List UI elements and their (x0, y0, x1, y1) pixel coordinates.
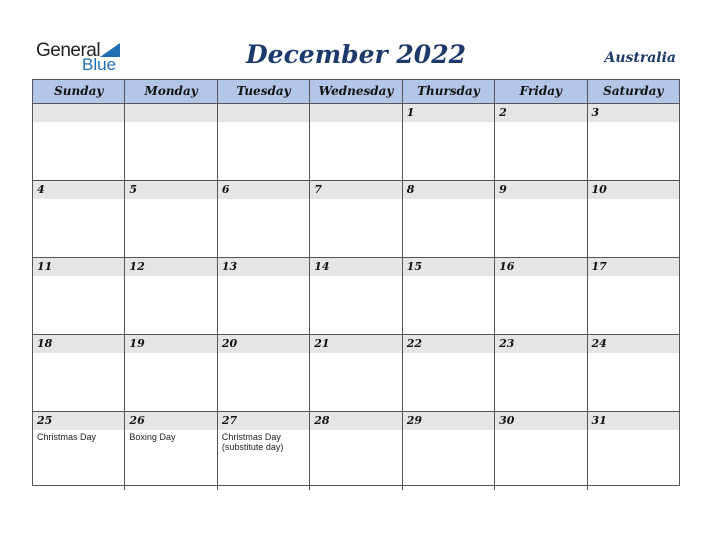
day-number-band (310, 335, 401, 353)
day-number: 30 (499, 414, 515, 427)
day-number: 14 (314, 260, 330, 273)
weekday-header-monday: Monday (124, 80, 216, 103)
day-number-band (403, 181, 494, 199)
day-number: 15 (406, 260, 422, 273)
day-cell (217, 258, 309, 334)
weekday-header-friday: Friday (494, 80, 586, 103)
weekday-header-saturday: Saturday (587, 80, 679, 103)
day-number-band (403, 258, 494, 276)
day-cell (494, 181, 586, 257)
day-number: 25 (37, 414, 53, 427)
day-number: 26 (129, 414, 145, 427)
day-number: 13 (221, 260, 238, 273)
day-number-band (495, 412, 586, 430)
day-cell (402, 181, 494, 257)
day-number-band (125, 181, 216, 199)
day-number-band (33, 258, 124, 276)
weekday-header-sunday: Sunday (54, 84, 104, 98)
day-number: 4 (37, 183, 45, 196)
day-cell (402, 335, 494, 411)
day-number-band (33, 335, 124, 353)
day-cell (494, 412, 586, 490)
day-cell (124, 258, 216, 334)
day-number: 7 (314, 183, 322, 196)
week-row (33, 412, 679, 490)
day-number-band (588, 181, 679, 199)
day-number-band (218, 181, 309, 199)
weekday-header-row (33, 80, 679, 104)
day-number-band (125, 412, 216, 430)
day-cell (587, 104, 679, 180)
day-number-band (218, 104, 309, 122)
day-number: 27 (221, 414, 238, 427)
day-number-band (310, 412, 401, 430)
day-number-band (125, 258, 216, 276)
country-label: Australia (604, 50, 676, 66)
day-cell (33, 335, 124, 411)
day-cell (309, 412, 401, 490)
day-cell (217, 181, 309, 257)
day-cell (402, 412, 494, 490)
day-cell (33, 181, 124, 257)
day-cell (33, 104, 124, 180)
day-number: 6 (221, 183, 230, 196)
day-number-band (588, 104, 679, 122)
day-number-band (588, 335, 679, 353)
day-cell (124, 104, 216, 180)
day-number-band (218, 335, 309, 353)
day-cell (402, 258, 494, 334)
day-cell (309, 335, 401, 411)
week-row (33, 335, 679, 412)
week-row (33, 181, 679, 258)
day-number-band (495, 335, 586, 353)
day-number-band (495, 104, 586, 122)
day-number: 19 (129, 337, 145, 350)
day-number: 5 (129, 183, 138, 196)
day-number-band (403, 412, 494, 430)
day-cell (587, 181, 679, 257)
day-number-band (218, 412, 309, 430)
weekday-header-tuesday: Tuesday (217, 80, 309, 103)
day-number: 16 (499, 260, 515, 273)
day-number-band (33, 412, 124, 430)
day-cell (309, 104, 401, 180)
day-number: 17 (591, 260, 607, 273)
day-number-band (403, 104, 494, 122)
day-number: 20 (221, 337, 238, 350)
day-number: 29 (406, 414, 422, 427)
day-number: 9 (499, 183, 507, 196)
day-number: 28 (314, 414, 330, 427)
day-number-band (588, 412, 679, 430)
day-number: 18 (37, 337, 53, 350)
day-number-band (588, 258, 679, 276)
calendar-title: December 2022 (245, 40, 466, 69)
day-cell (587, 258, 679, 334)
day-number: 10 (591, 183, 607, 196)
day-number-band (495, 258, 586, 276)
week-row (33, 104, 679, 181)
day-number-band (33, 104, 124, 122)
day-number-band (310, 258, 401, 276)
day-number: 11 (37, 260, 53, 273)
day-cell (217, 412, 309, 490)
day-number: 21 (314, 337, 330, 350)
day-number: 22 (406, 337, 422, 350)
day-number: 1 (406, 106, 415, 119)
day-number-band (33, 181, 124, 199)
day-number: 3 (591, 106, 600, 119)
logo-general-text: General (36, 40, 101, 61)
weekday-header-wednesday: Wednesday (309, 80, 401, 103)
day-cell (217, 335, 309, 411)
day-number-band (125, 104, 216, 122)
day-cell (494, 258, 586, 334)
day-cell (309, 258, 401, 334)
holiday-label: Boxing Day (129, 432, 176, 442)
day-cell (124, 181, 216, 257)
day-number-band (310, 104, 401, 122)
day-cell (124, 335, 216, 411)
day-cell (587, 412, 679, 490)
day-cell (494, 335, 586, 411)
week-row (33, 258, 679, 335)
day-cell (217, 104, 309, 180)
day-cell (402, 104, 494, 180)
weekday-header-thursday: Thursday (402, 80, 494, 103)
day-number: 24 (591, 337, 607, 350)
day-number-band (403, 335, 494, 353)
day-number-band (310, 181, 401, 199)
calendar-grid (32, 79, 680, 486)
day-cell (494, 104, 586, 180)
day-number: 12 (129, 260, 145, 273)
day-number-band (495, 181, 586, 199)
day-number: 23 (499, 337, 515, 350)
day-cell (33, 412, 124, 490)
logo-blue-text: Blue (82, 55, 117, 74)
day-number: 2 (499, 106, 507, 119)
day-number-band (218, 258, 309, 276)
day-number: 31 (591, 414, 607, 427)
day-number: 8 (406, 183, 415, 196)
day-number-band (125, 335, 216, 353)
holiday-label: Christmas Day (37, 432, 97, 442)
day-cell (124, 412, 216, 490)
day-cell (587, 335, 679, 411)
day-cell (33, 258, 124, 334)
holiday-label: Christmas Day (substitute day) (221, 432, 284, 452)
day-cell (309, 181, 401, 257)
